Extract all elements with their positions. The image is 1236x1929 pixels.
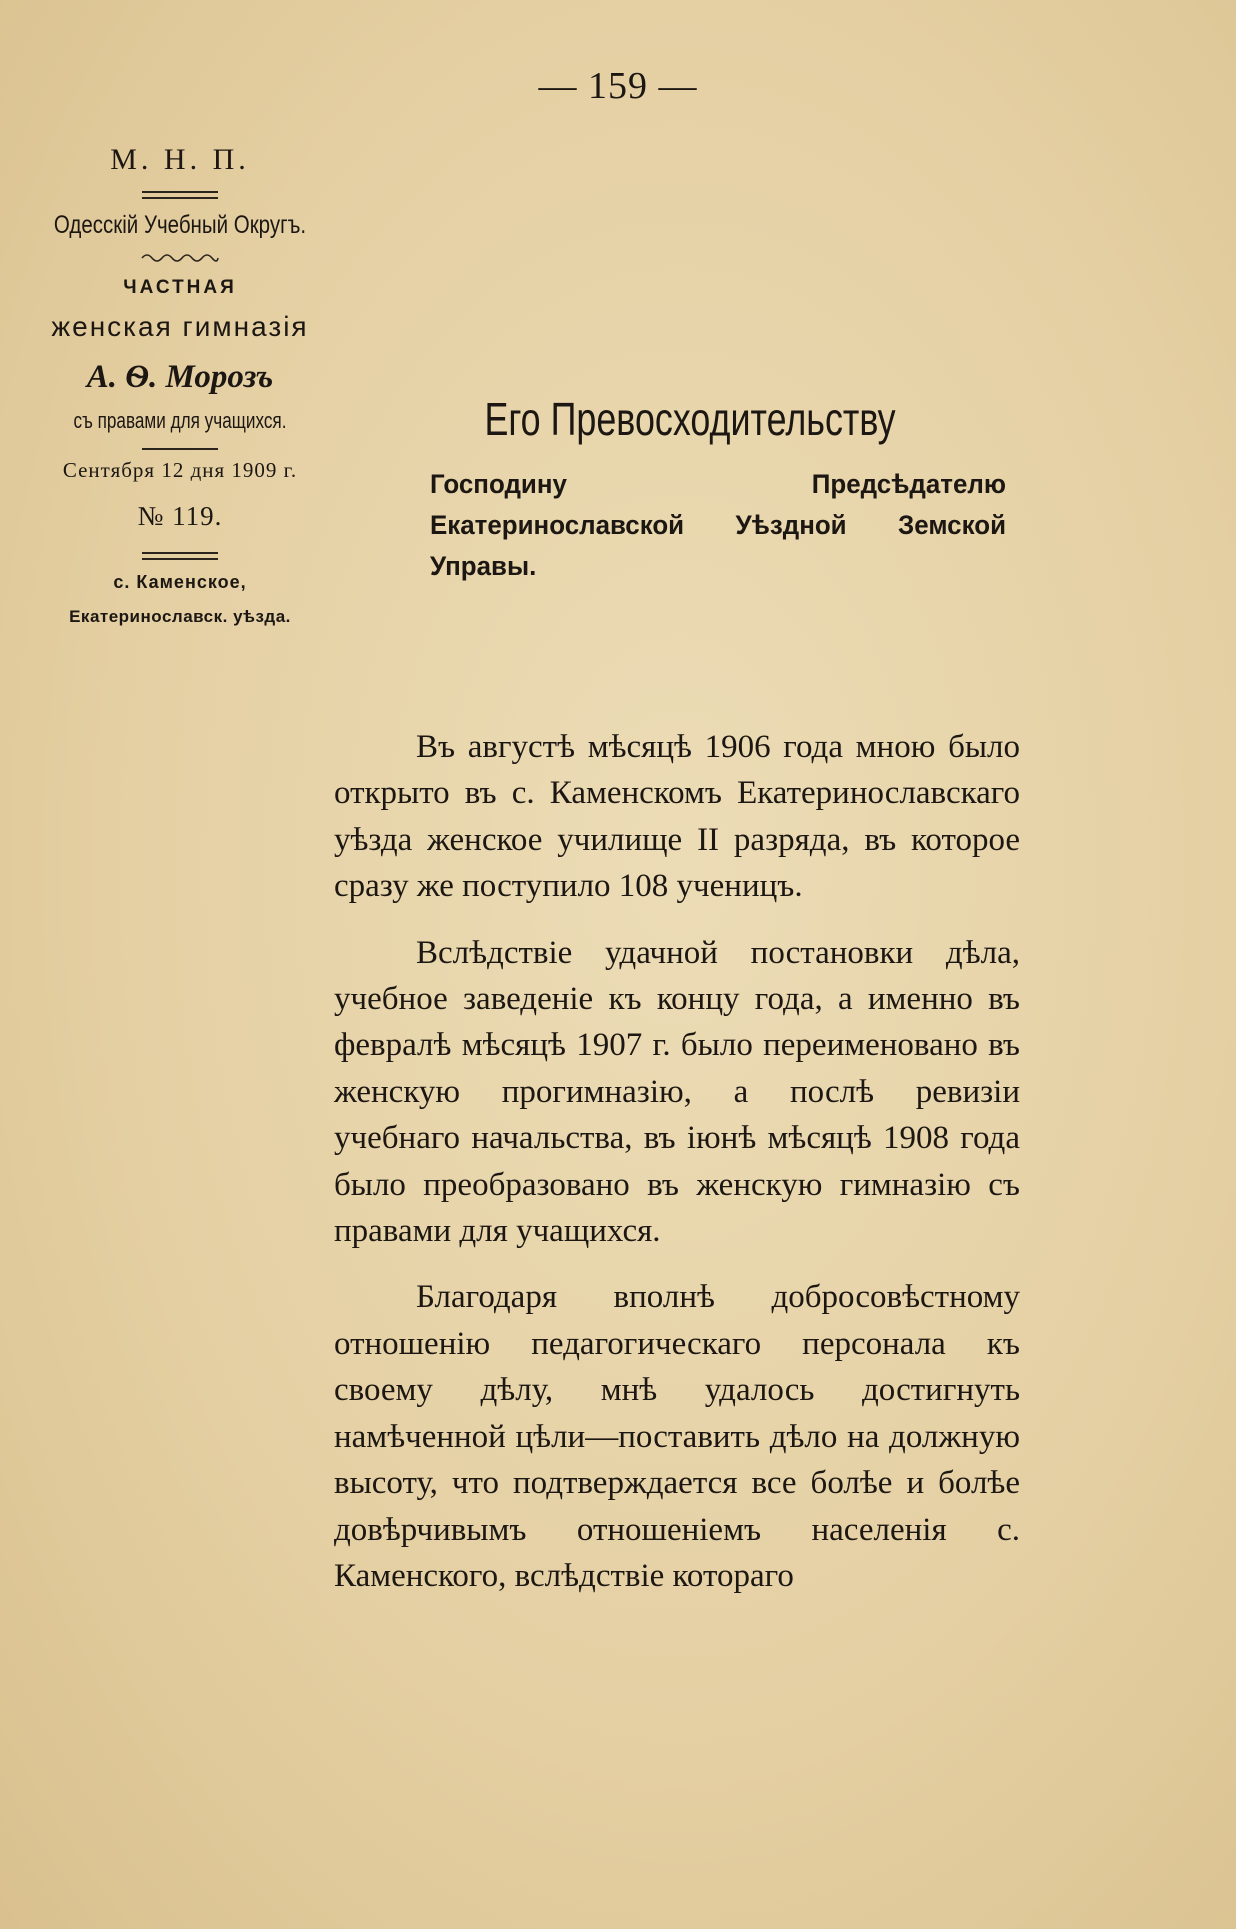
letter-date: Сентября 12 дня 1909 г. (62, 458, 298, 482)
school-type: женская гимназія (51, 311, 309, 342)
uezd-name: Екатеринославск. уѣзда. (69, 607, 291, 626)
addressee-block (340, 392, 1040, 587)
page-number: — 159 — (538, 65, 698, 107)
ministry-abbrev: М. Н. П. (110, 143, 250, 176)
school-owner: А. Ѳ. Морозъ (86, 359, 274, 395)
double-rule-divider (142, 191, 218, 199)
addressee-title: Его Превосходительству (484, 393, 896, 445)
wavy-rule-icon (140, 250, 220, 264)
wavy-divider (20, 250, 340, 265)
addressee-name: Господину Предсѣдателю Екатеринославской Уѣздной Земской Управы. (430, 469, 1006, 581)
double-rule-divider-2 (142, 552, 218, 560)
body-paragraph: Въ августѣ мѣсяцѣ 1906 года мною было открыто въ с. Каменскомъ Екатеринославскаго уѣзда женское училище II разряда, въ которое сразу же поступило 108 ученицъ. (334, 729, 1020, 905)
school-district: Одесскій Учебный Округъ. (53, 211, 307, 239)
rule-divider (142, 448, 218, 450)
letter-body (334, 724, 1020, 1619)
letterhead (20, 135, 340, 627)
village-name: с. Каменское, (113, 572, 247, 592)
private-label: ЧАСТНАЯ (123, 277, 237, 298)
letter-number: № 119. (137, 501, 223, 531)
body-paragraph: Вслѣдствіе удачной постановки дѣла, учебное заведеніе къ концу года, а именно въ февралѣ мѣсяцѣ 1907 г. было переименовано въ женскую прогимназію, а послѣ ревизіи учебнаго начальства, въ іюнѣ мѣсяцѣ 1908 года было преобразовано въ женскую гимназію съ правами для учащихся. (334, 934, 1020, 1250)
body-paragraph: Благодаря вполнѣ добросовѣстному отношенію педагогическаго персонала къ своему дѣлу, мнѣ удалось достигнуть намѣченной цѣли—поставить дѣло на должную высоту, что подтверждается все болѣе и болѣе довѣрчивымъ отношеніемъ населенія с. Каменского, вслѣдствіе котораго (334, 1279, 1020, 1594)
school-rights: съ правами для учащихся. (73, 408, 287, 433)
